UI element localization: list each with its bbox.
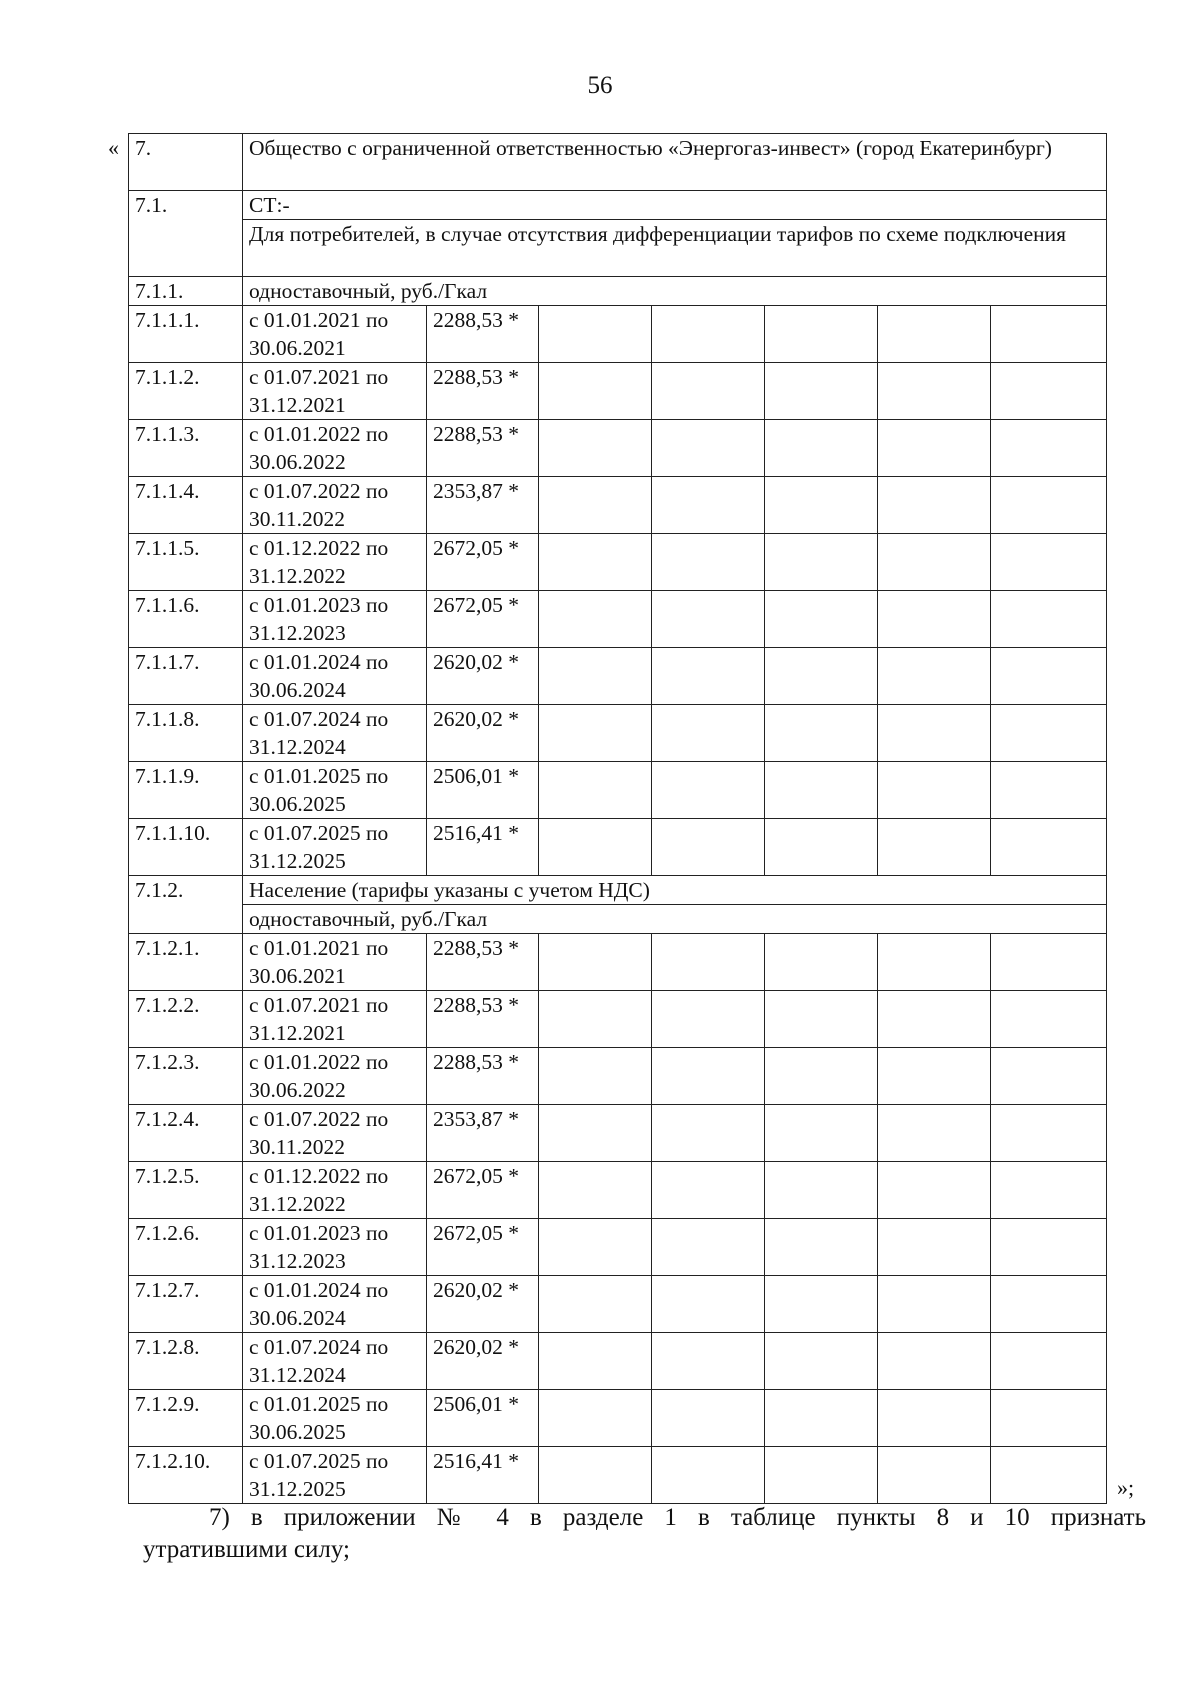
empty-cell <box>878 1105 991 1162</box>
row-number: 7.1.1.4. <box>129 477 243 534</box>
tariff-period: с 01.01.2024 по 30.06.2024 <box>243 648 427 705</box>
empty-cell <box>539 762 652 819</box>
empty-cell <box>539 1048 652 1105</box>
group-label: одноставочный, руб./Гкал <box>243 277 1107 306</box>
empty-cell <box>765 1105 878 1162</box>
empty-cell <box>991 477 1107 534</box>
row-number: 7.1.1.1. <box>129 306 243 363</box>
empty-cell <box>652 363 765 420</box>
tariff-row <box>129 762 1107 819</box>
empty-cell <box>652 1219 765 1276</box>
row-number: 7. <box>129 134 243 191</box>
empty-cell <box>539 534 652 591</box>
empty-cell <box>878 534 991 591</box>
empty-cell <box>539 819 652 876</box>
row-number: 7.1.2.1. <box>129 934 243 991</box>
empty-cell <box>652 1390 765 1447</box>
row-number: 7.1.1.10. <box>129 819 243 876</box>
empty-cell <box>539 1276 652 1333</box>
tariff-period: с 01.01.2022 по 30.06.2022 <box>243 1048 427 1105</box>
tariff-row <box>129 1276 1107 1333</box>
tariff-period: с 01.01.2024 по 30.06.2024 <box>243 1276 427 1333</box>
empty-cell <box>991 363 1107 420</box>
tariff-value: 2672,05 * <box>427 591 539 648</box>
tariff-row <box>129 1048 1107 1105</box>
tariff-row <box>129 1162 1107 1219</box>
tariff-row <box>129 420 1107 477</box>
tariff-row <box>129 819 1107 876</box>
empty-cell <box>652 477 765 534</box>
row-number: 7.1.2.6. <box>129 1219 243 1276</box>
tariff-period: с 01.07.2025 по 31.12.2025 <box>243 819 427 876</box>
tariff-row <box>129 705 1107 762</box>
empty-cell <box>765 991 878 1048</box>
row-number: 7.1.2.7. <box>129 1276 243 1333</box>
empty-cell <box>652 1276 765 1333</box>
tariff-period: с 01.01.2023 по 31.12.2023 <box>243 1219 427 1276</box>
empty-cell <box>878 705 991 762</box>
tariff-value: 2288,53 * <box>427 934 539 991</box>
empty-cell <box>652 1048 765 1105</box>
empty-cell <box>991 1390 1107 1447</box>
empty-cell <box>765 819 878 876</box>
tariff-period: с 01.01.2021 по 30.06.2021 <box>243 934 427 991</box>
row-number: 7.1.1.5. <box>129 534 243 591</box>
empty-cell <box>878 991 991 1048</box>
empty-cell <box>765 1048 878 1105</box>
tariff-row <box>129 534 1107 591</box>
empty-cell <box>878 819 991 876</box>
empty-cell <box>539 420 652 477</box>
tariff-row <box>129 306 1107 363</box>
empty-cell <box>652 420 765 477</box>
empty-cell <box>652 534 765 591</box>
empty-cell <box>539 1219 652 1276</box>
empty-cell <box>652 1162 765 1219</box>
tariff-value: 2672,05 * <box>427 1219 539 1276</box>
empty-cell <box>991 1105 1107 1162</box>
tariff-table <box>128 133 1107 1504</box>
empty-cell <box>652 591 765 648</box>
empty-cell <box>539 1162 652 1219</box>
empty-cell <box>539 705 652 762</box>
group-sublabel: одноставочный, руб./Гкал <box>243 905 1107 934</box>
row-number: 7.1.2.9. <box>129 1390 243 1447</box>
tariff-period: с 01.01.2025 по 30.06.2025 <box>243 762 427 819</box>
tariff-period: с 01.12.2022 по 31.12.2022 <box>243 534 427 591</box>
page-number: 56 <box>587 72 613 99</box>
subsection-label: СТ:- <box>243 191 1107 220</box>
empty-cell <box>652 1333 765 1390</box>
empty-cell <box>991 762 1107 819</box>
empty-cell <box>878 1162 991 1219</box>
empty-cell <box>652 762 765 819</box>
empty-cell <box>539 934 652 991</box>
tariff-row <box>129 1105 1107 1162</box>
tariff-value: 2288,53 * <box>427 420 539 477</box>
row-number: 7.1.1.9. <box>129 762 243 819</box>
empty-cell <box>652 934 765 991</box>
tariff-row <box>129 934 1107 991</box>
tariff-row <box>129 1447 1107 1504</box>
amendment-paragraph <box>143 1502 1146 1566</box>
tariff-value: 2353,87 * <box>427 477 539 534</box>
consumer-note: Для потребителей, в случае отсутствия дифференциации тарифов по схеме подключения <box>243 220 1107 277</box>
row-number: 7.1.1.3. <box>129 420 243 477</box>
empty-cell <box>991 1162 1107 1219</box>
tariff-value: 2288,53 * <box>427 991 539 1048</box>
tariff-value: 2506,01 * <box>427 1390 539 1447</box>
empty-cell <box>878 648 991 705</box>
row-number: 7.1.2.4. <box>129 1105 243 1162</box>
tariff-row <box>129 1333 1107 1390</box>
subsection-row <box>129 191 1107 220</box>
tariff-value: 2620,02 * <box>427 1333 539 1390</box>
empty-cell <box>539 648 652 705</box>
paragraph-line-1: 7) в приложении № 4 в разделе 1 в таблице пункты 8 и 10 признать <box>209 1504 1146 1531</box>
empty-cell <box>539 1447 652 1504</box>
tariff-period: с 01.01.2023 по 31.12.2023 <box>243 591 427 648</box>
tariff-period: с 01.07.2021 по 31.12.2021 <box>243 363 427 420</box>
empty-cell <box>991 306 1107 363</box>
empty-cell <box>765 306 878 363</box>
empty-cell <box>765 1219 878 1276</box>
empty-cell <box>765 1390 878 1447</box>
row-number: 7.1.2.3. <box>129 1048 243 1105</box>
open-quote: « <box>108 135 119 160</box>
group-header-row <box>129 876 1107 905</box>
tariff-value: 2288,53 * <box>427 306 539 363</box>
empty-cell <box>765 1162 878 1219</box>
empty-cell <box>878 591 991 648</box>
empty-cell <box>991 591 1107 648</box>
empty-cell <box>765 363 878 420</box>
consumer-note-row <box>129 220 1107 277</box>
empty-cell <box>991 534 1107 591</box>
empty-cell <box>765 477 878 534</box>
tariff-value: 2288,53 * <box>427 363 539 420</box>
group-sublabel-row <box>129 905 1107 934</box>
tariff-row <box>129 1390 1107 1447</box>
row-number: 7.1.2.8. <box>129 1333 243 1390</box>
empty-cell <box>991 1447 1107 1504</box>
empty-cell <box>878 306 991 363</box>
row-number: 7.1.1.2. <box>129 363 243 420</box>
empty-cell <box>878 477 991 534</box>
tariff-period: с 01.07.2021 по 31.12.2021 <box>243 991 427 1048</box>
organization-name: Общество с ограниченной ответственностью «Энергогаз-инвест» (город Екатеринбург) <box>243 134 1107 191</box>
empty-cell <box>765 1447 878 1504</box>
empty-cell <box>652 819 765 876</box>
empty-cell <box>991 1276 1107 1333</box>
tariff-row <box>129 991 1107 1048</box>
group-header-row <box>129 277 1107 306</box>
empty-cell <box>765 534 878 591</box>
row-number: 7.1.2. <box>129 876 243 934</box>
empty-cell <box>878 1447 991 1504</box>
tariff-period: с 01.07.2024 по 31.12.2024 <box>243 705 427 762</box>
empty-cell <box>539 477 652 534</box>
empty-cell <box>539 991 652 1048</box>
tariff-period: с 01.07.2022 по 30.11.2022 <box>243 477 427 534</box>
tariff-row <box>129 363 1107 420</box>
empty-cell <box>765 762 878 819</box>
empty-cell <box>765 705 878 762</box>
tariff-value: 2620,02 * <box>427 648 539 705</box>
group-label: Население (тарифы указаны с учетом НДС) <box>243 876 1107 905</box>
empty-cell <box>539 1333 652 1390</box>
empty-cell <box>991 1219 1107 1276</box>
empty-cell <box>878 363 991 420</box>
empty-cell <box>539 591 652 648</box>
row-number: 7.1.2.10. <box>129 1447 243 1504</box>
section-row <box>129 134 1107 191</box>
row-number: 7.1. <box>129 191 243 277</box>
tariff-period: с 01.01.2021 по 30.06.2021 <box>243 306 427 363</box>
empty-cell <box>878 1048 991 1105</box>
tariff-period: с 01.07.2024 по 31.12.2024 <box>243 1333 427 1390</box>
empty-cell <box>539 363 652 420</box>
tariff-period: с 01.12.2022 по 31.12.2022 <box>243 1162 427 1219</box>
empty-cell <box>991 819 1107 876</box>
empty-cell <box>878 762 991 819</box>
tariff-row <box>129 1219 1107 1276</box>
empty-cell <box>765 420 878 477</box>
row-number: 7.1.1.7. <box>129 648 243 705</box>
empty-cell <box>991 991 1107 1048</box>
empty-cell <box>539 1105 652 1162</box>
tariff-value: 2620,02 * <box>427 705 539 762</box>
empty-cell <box>652 991 765 1048</box>
tariff-period: с 01.01.2025 по 30.06.2025 <box>243 1390 427 1447</box>
tariff-period: с 01.01.2022 по 30.06.2022 <box>243 420 427 477</box>
tariff-value: 2620,02 * <box>427 1276 539 1333</box>
tariff-value: 2516,41 * <box>427 819 539 876</box>
tariff-row <box>129 648 1107 705</box>
empty-cell <box>991 1333 1107 1390</box>
tariff-row <box>129 477 1107 534</box>
empty-cell <box>878 420 991 477</box>
empty-cell <box>878 1390 991 1447</box>
tariff-value: 2288,53 * <box>427 1048 539 1105</box>
empty-cell <box>652 1447 765 1504</box>
row-number: 7.1.2.5. <box>129 1162 243 1219</box>
empty-cell <box>878 1219 991 1276</box>
empty-cell <box>765 648 878 705</box>
empty-cell <box>991 420 1107 477</box>
row-number: 7.1.2.2. <box>129 991 243 1048</box>
row-number: 7.1.1.6. <box>129 591 243 648</box>
empty-cell <box>539 1390 652 1447</box>
empty-cell <box>991 705 1107 762</box>
empty-cell <box>765 591 878 648</box>
empty-cell <box>878 934 991 991</box>
empty-cell <box>765 1333 878 1390</box>
tariff-value: 2516,41 * <box>427 1447 539 1504</box>
empty-cell <box>878 1333 991 1390</box>
empty-cell <box>539 306 652 363</box>
row-number: 7.1.1. <box>129 277 243 306</box>
tariff-period: с 01.07.2022 по 30.11.2022 <box>243 1105 427 1162</box>
close-quote: »; <box>1117 1475 1135 1500</box>
row-number: 7.1.1.8. <box>129 705 243 762</box>
paragraph-line-2: утратившими силу; <box>143 1536 350 1563</box>
empty-cell <box>991 648 1107 705</box>
tariff-value: 2672,05 * <box>427 1162 539 1219</box>
empty-cell <box>878 1276 991 1333</box>
empty-cell <box>652 306 765 363</box>
empty-cell <box>652 705 765 762</box>
tariff-value: 2506,01 * <box>427 762 539 819</box>
empty-cell <box>991 1048 1107 1105</box>
empty-cell <box>991 934 1107 991</box>
empty-cell <box>652 648 765 705</box>
tariff-value: 2672,05 * <box>427 534 539 591</box>
empty-cell <box>765 934 878 991</box>
tariff-row <box>129 591 1107 648</box>
tariff-value: 2353,87 * <box>427 1105 539 1162</box>
tariff-period: с 01.07.2025 по 31.12.2025 <box>243 1447 427 1504</box>
empty-cell <box>765 1276 878 1333</box>
empty-cell <box>652 1105 765 1162</box>
